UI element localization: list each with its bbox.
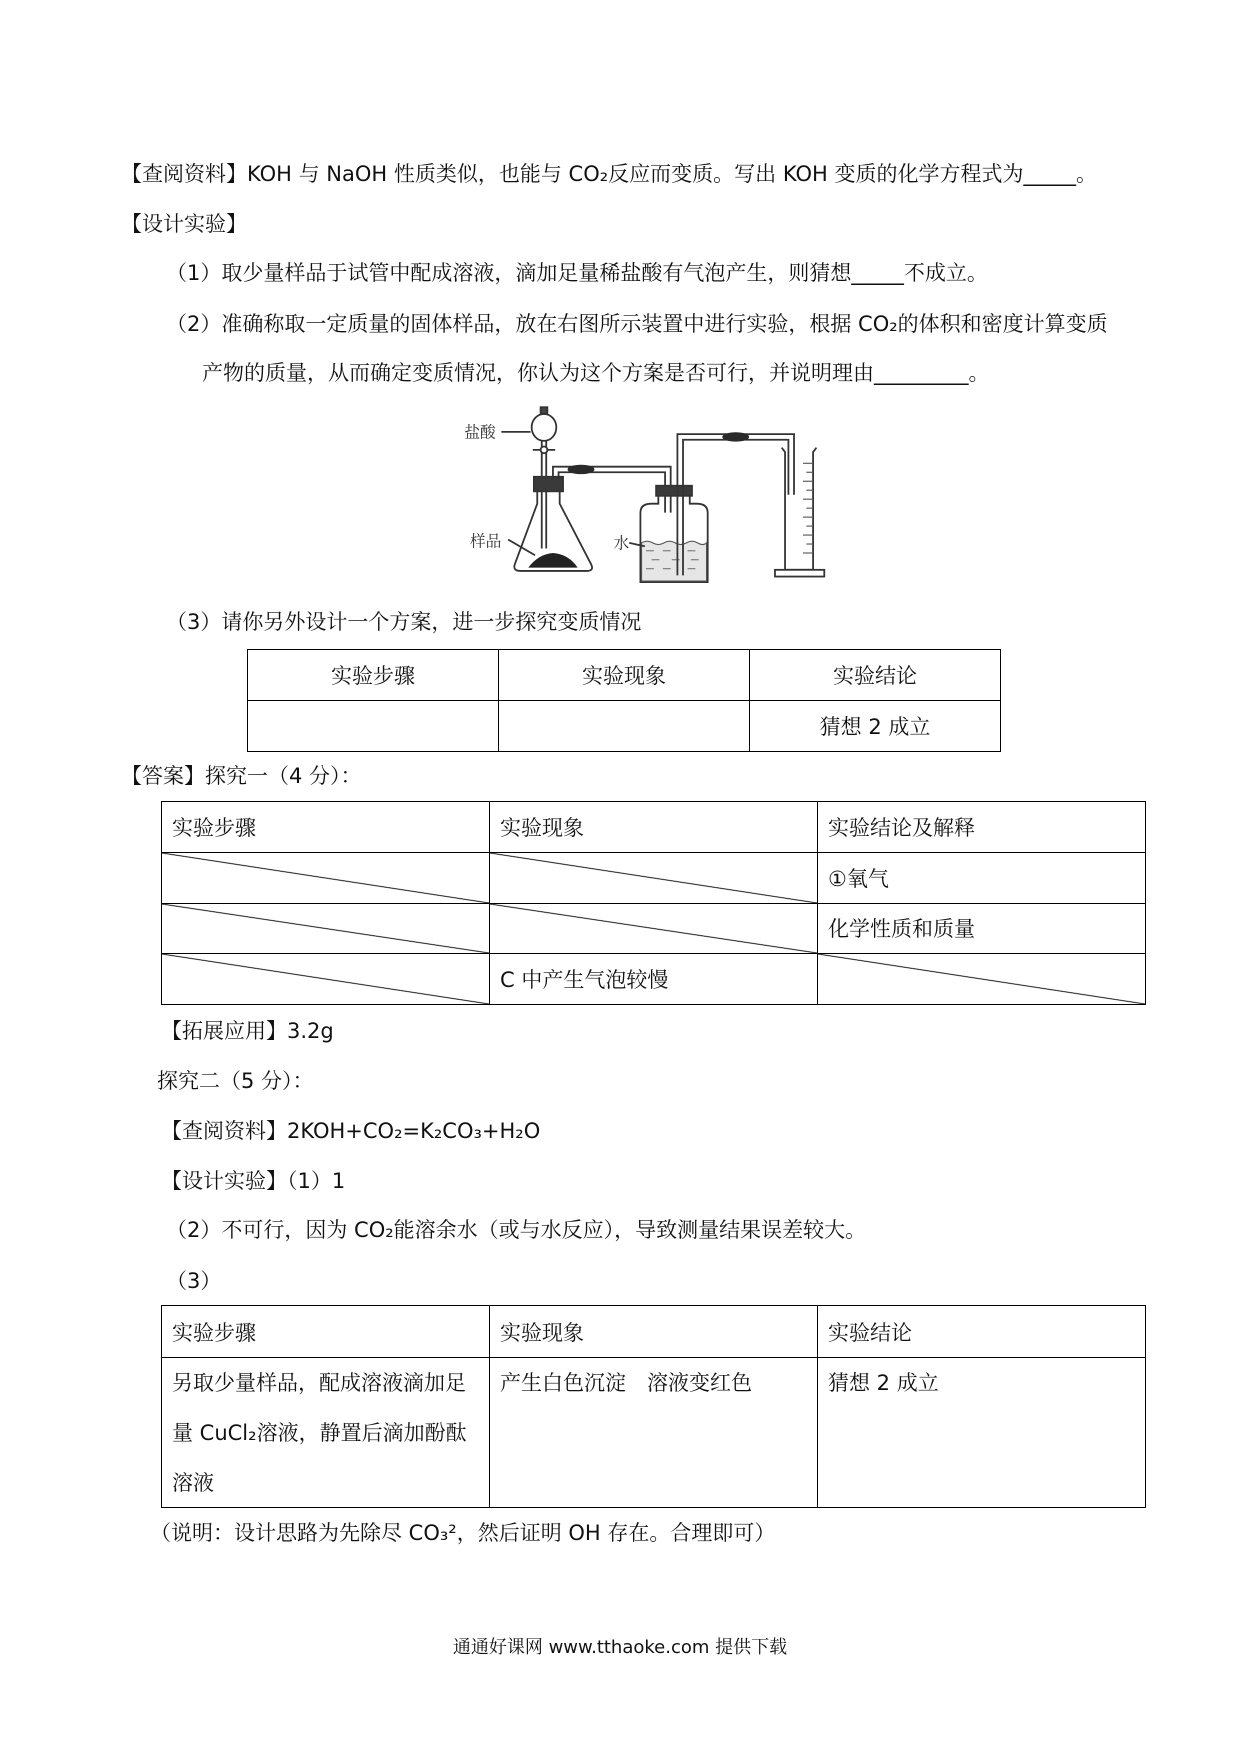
tuozhan-answer: 【拓展应用】3.2g [161,1019,334,1043]
question-table [247,649,1001,752]
table-cell: ①氧气 [818,853,1146,904]
sample-leader-line [508,540,535,556]
part-2-heading: 探究二（5 分）： [157,1069,314,1093]
answer-heading: 【答案】探究一（4 分）： [121,764,362,788]
table-cell-empty [248,701,499,752]
sheji-answer-3: （3） [166,1269,222,1293]
phenomenon-text: 产生白色沉淀 溶液变红色 [500,1371,752,1395]
label-acid: 盐酸 [464,422,496,442]
answer-table-2 [161,1305,1146,1508]
ziliao-paragraph: 【查阅资料】KOH 与 NaOH 性质类似，也能与 CO₂反应而变质。写出 KOH 变质的化学方程式为_____。 [121,162,1097,186]
table-cell-conclusion [818,1358,1146,1508]
table-cell-steps [162,1358,490,1508]
table-header-cell: 实验步骤 [162,802,490,853]
steps-line: 另取少量样品，配成溶液滴加足 [172,1371,466,1395]
sheji-answer-2: （2）不可行，因为 CO₂能溶余水（或与水反应），导致测量结果误差较大。 [166,1218,867,1242]
sample-pile [528,553,577,568]
page-footer: 通通好课网 www.tthaoke.com 提供下载 [452,1637,788,1658]
table-header-cell: 实验现象 [499,650,750,701]
measuring-cylinder [775,448,824,577]
steps-line: 量 CuCl₂溶液，静置后滴加酚酞 [172,1421,467,1445]
table-cell: 化学性质和质量 [818,904,1146,955]
table-header-cell: 实验现象 [490,802,818,853]
answer-table-1 [161,801,1146,1005]
table-header-cell: 实验结论 [750,650,1001,701]
table-cell-slashed [162,954,490,1005]
table-cell-slashed [162,853,490,904]
sheji-answer-1: 【设计实验】（1）1 [161,1169,346,1193]
apparatus-diagram [455,405,994,590]
question-2-line-1: （2）准确称取一定质量的固体样品，放在右图所示装置中进行实验，根据 CO₂的体积和密度计算变质 [166,312,1108,336]
delivery-tube-1 [553,465,671,513]
table-header-cell: 实验结论 [818,1306,1146,1358]
table-cell-slashed [818,954,1146,1005]
question-3: （3）请你另外设计一个方案，进一步探究变质情况 [166,610,642,634]
sheji-heading: 【设计实验】 [121,212,247,236]
conical-flask [514,477,592,571]
question-2-line-2: 产物的质量，从而确定变质情况，你认为这个方案是否可行，并说明理由_________。 [202,361,990,385]
table-cell-phenomenon [490,1358,818,1508]
steps-line: 溶液 [172,1471,214,1495]
label-water: 水 [613,533,630,553]
table-header-cell: 实验步骤 [248,650,499,701]
water-bottle [640,486,707,582]
table-cell-slashed [490,904,818,955]
question-1: （1）取少量样品于试管中配成溶液，滴加足量稀盐酸有气泡产生，则猜想_____不成立。 [166,261,988,285]
table-cell-slashed [490,853,818,904]
table-cell-conclusion: 猜想 2 成立 [750,701,1001,752]
table-cell-empty [499,701,750,752]
conclusion-text: 猜想 2 成立 [828,1371,939,1395]
ziliao-answer: 【查阅资料】2KOH+CO₂=K₂CO₃+H₂O [161,1119,541,1143]
table-header-cell: 实验结论及解释 [818,802,1146,853]
label-sample: 样品 [469,531,502,551]
table-cell-slashed [162,904,490,955]
explanation-note: （说明：设计思路为先除尽 CO₃²，然后证明 OH 存在。合理即可） [150,1521,776,1545]
table-cell: C 中产生气泡较慢 [490,954,818,1005]
table-header-cell: 实验步骤 [162,1306,490,1358]
table-header-cell: 实验现象 [490,1306,818,1358]
water-body [642,541,707,581]
